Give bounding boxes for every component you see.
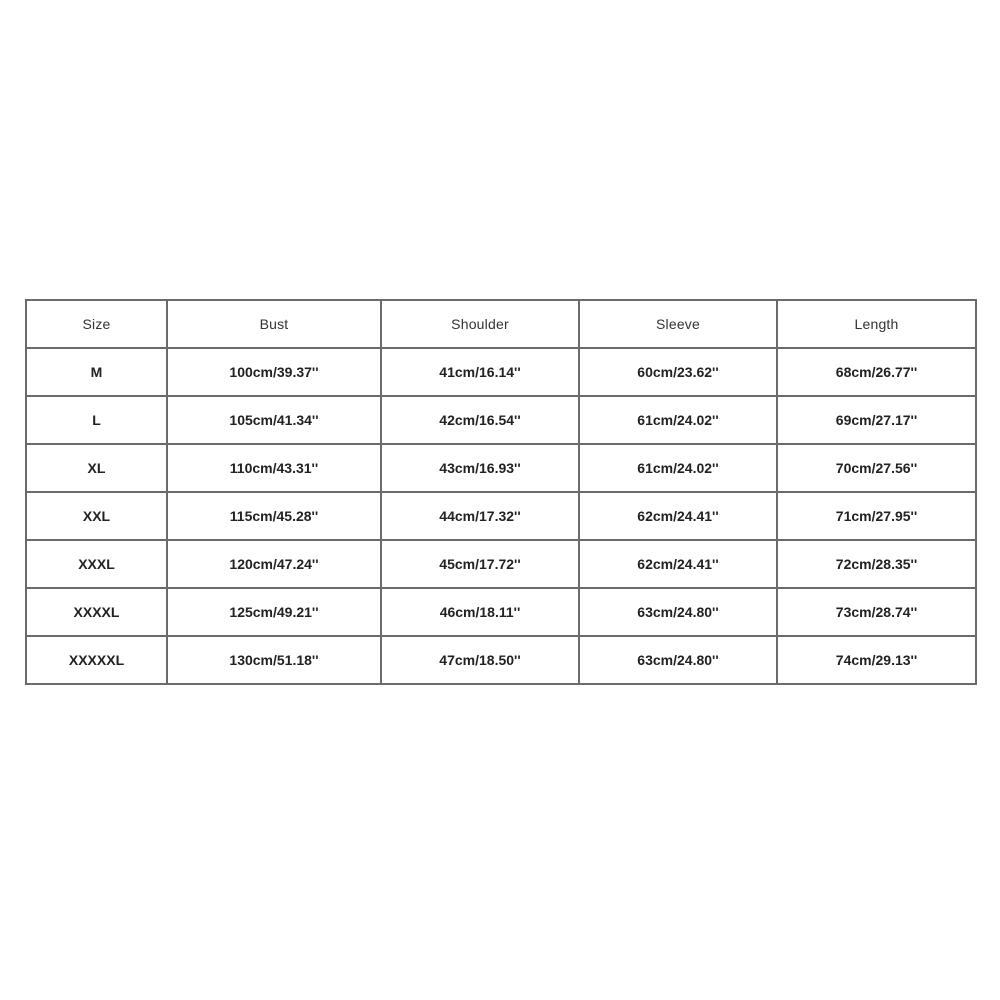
cell-bust: 130cm/51.18'': [167, 636, 381, 684]
cell-size: XXL: [26, 492, 167, 540]
table-row: [26, 396, 976, 444]
cell-shoulder: 45cm/17.72'': [381, 540, 579, 588]
cell-length: 69cm/27.17'': [777, 396, 976, 444]
cell-shoulder: 44cm/17.32'': [381, 492, 579, 540]
cell-length: 72cm/28.35'': [777, 540, 976, 588]
table-row: [26, 540, 976, 588]
cell-sleeve: 62cm/24.41'': [579, 540, 777, 588]
cell-shoulder: 41cm/16.14'': [381, 348, 579, 396]
cell-sleeve: 61cm/24.02'': [579, 396, 777, 444]
cell-shoulder: 46cm/18.11'': [381, 588, 579, 636]
cell-sleeve: 63cm/24.80'': [579, 588, 777, 636]
table-row: [26, 588, 976, 636]
header-length: Length: [777, 300, 976, 348]
cell-size: XXXXXL: [26, 636, 167, 684]
cell-bust: 120cm/47.24'': [167, 540, 381, 588]
table-row: [26, 492, 976, 540]
cell-size: XL: [26, 444, 167, 492]
cell-bust: 110cm/43.31'': [167, 444, 381, 492]
cell-size: L: [26, 396, 167, 444]
cell-bust: 115cm/45.28'': [167, 492, 381, 540]
cell-bust: 105cm/41.34'': [167, 396, 381, 444]
cell-shoulder: 47cm/18.50'': [381, 636, 579, 684]
cell-size: M: [26, 348, 167, 396]
cell-bust: 100cm/39.37'': [167, 348, 381, 396]
cell-sleeve: 63cm/24.80'': [579, 636, 777, 684]
cell-shoulder: 42cm/16.54'': [381, 396, 579, 444]
cell-size: XXXXL: [26, 588, 167, 636]
cell-length: 73cm/28.74'': [777, 588, 976, 636]
table-row: [26, 636, 976, 684]
size-chart-table: [25, 299, 977, 685]
header-sleeve: Sleeve: [579, 300, 777, 348]
cell-bust: 125cm/49.21'': [167, 588, 381, 636]
table-header-row: [26, 300, 976, 348]
header-shoulder: Shoulder: [381, 300, 579, 348]
cell-sleeve: 61cm/24.02'': [579, 444, 777, 492]
cell-sleeve: 62cm/24.41'': [579, 492, 777, 540]
cell-length: 71cm/27.95'': [777, 492, 976, 540]
cell-size: XXXL: [26, 540, 167, 588]
header-bust: Bust: [167, 300, 381, 348]
cell-length: 68cm/26.77'': [777, 348, 976, 396]
cell-length: 74cm/29.13'': [777, 636, 976, 684]
cell-shoulder: 43cm/16.93'': [381, 444, 579, 492]
table-row: [26, 444, 976, 492]
cell-sleeve: 60cm/23.62'': [579, 348, 777, 396]
header-size: Size: [26, 300, 167, 348]
table-row: [26, 348, 976, 396]
cell-length: 70cm/27.56'': [777, 444, 976, 492]
